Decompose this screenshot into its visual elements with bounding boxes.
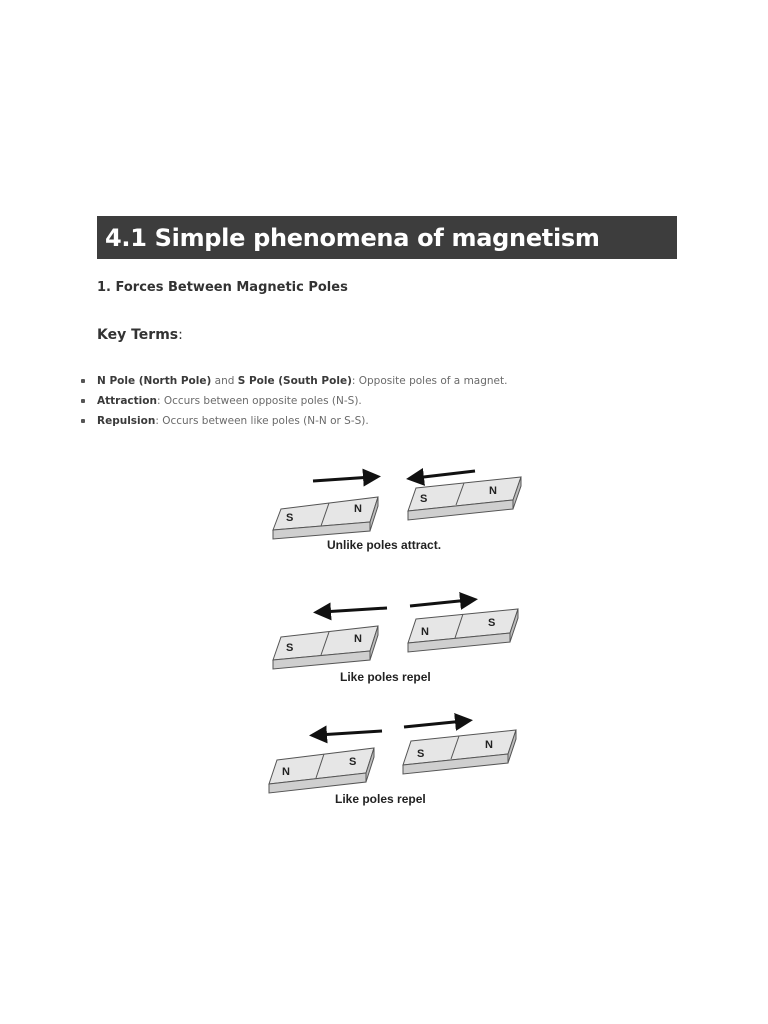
arrow-right-icon [410,600,469,606]
magnet-right [408,609,518,652]
term-bold: Attraction [97,395,157,407]
pole-label: S [286,642,294,654]
arrow-right-icon [313,477,372,481]
diagram-repel-2 [269,721,516,793]
term-description: : Opposite poles of a magnet. [351,375,508,387]
magnet-left [273,497,378,539]
pole-label: S [349,756,357,768]
pole-label: N [354,503,362,515]
arrow-left-icon [318,731,382,735]
diagram-caption: Unlike poles attract. [327,538,442,552]
term-description: : Occurs between like poles (N-N or S-S). [155,415,369,427]
key-terms-colon: : [178,327,183,343]
section-heading: 1. Forces Between Magnetic Poles [97,280,348,295]
magnet-right [403,730,516,774]
arrow-left-icon [322,608,387,612]
term-bold: S Pole (South Pole) [237,375,352,387]
pole-label: S [286,512,294,524]
key-terms-label: Key Terms [97,327,179,343]
term-bold: N Pole (North Pole) [97,375,212,387]
pole-label: S [417,748,425,760]
pole-label: N [489,485,497,497]
magnet-left [273,626,378,669]
pole-label: N [485,739,493,751]
diagram-repel-1 [273,600,518,669]
term-join: and [211,375,238,387]
pole-label: N [421,626,429,638]
magnet-right [408,477,521,520]
pole-label: N [282,766,290,778]
magnet-left [269,748,374,793]
page-title: 4.1 Simple phenomena of magnetism [105,223,600,252]
diagram-caption: Like poles repel [335,792,426,806]
arrow-left-icon [415,471,475,478]
pole-label: N [354,633,362,645]
diagram-caption: Like poles repel [340,670,431,684]
term-bold: Repulsion [97,415,156,427]
arrow-right-icon [404,721,464,727]
diagram-attract [273,471,521,539]
pole-label: S [488,617,496,629]
term-description: : Occurs between opposite poles (N-S). [156,395,362,407]
pole-label: S [420,493,428,505]
